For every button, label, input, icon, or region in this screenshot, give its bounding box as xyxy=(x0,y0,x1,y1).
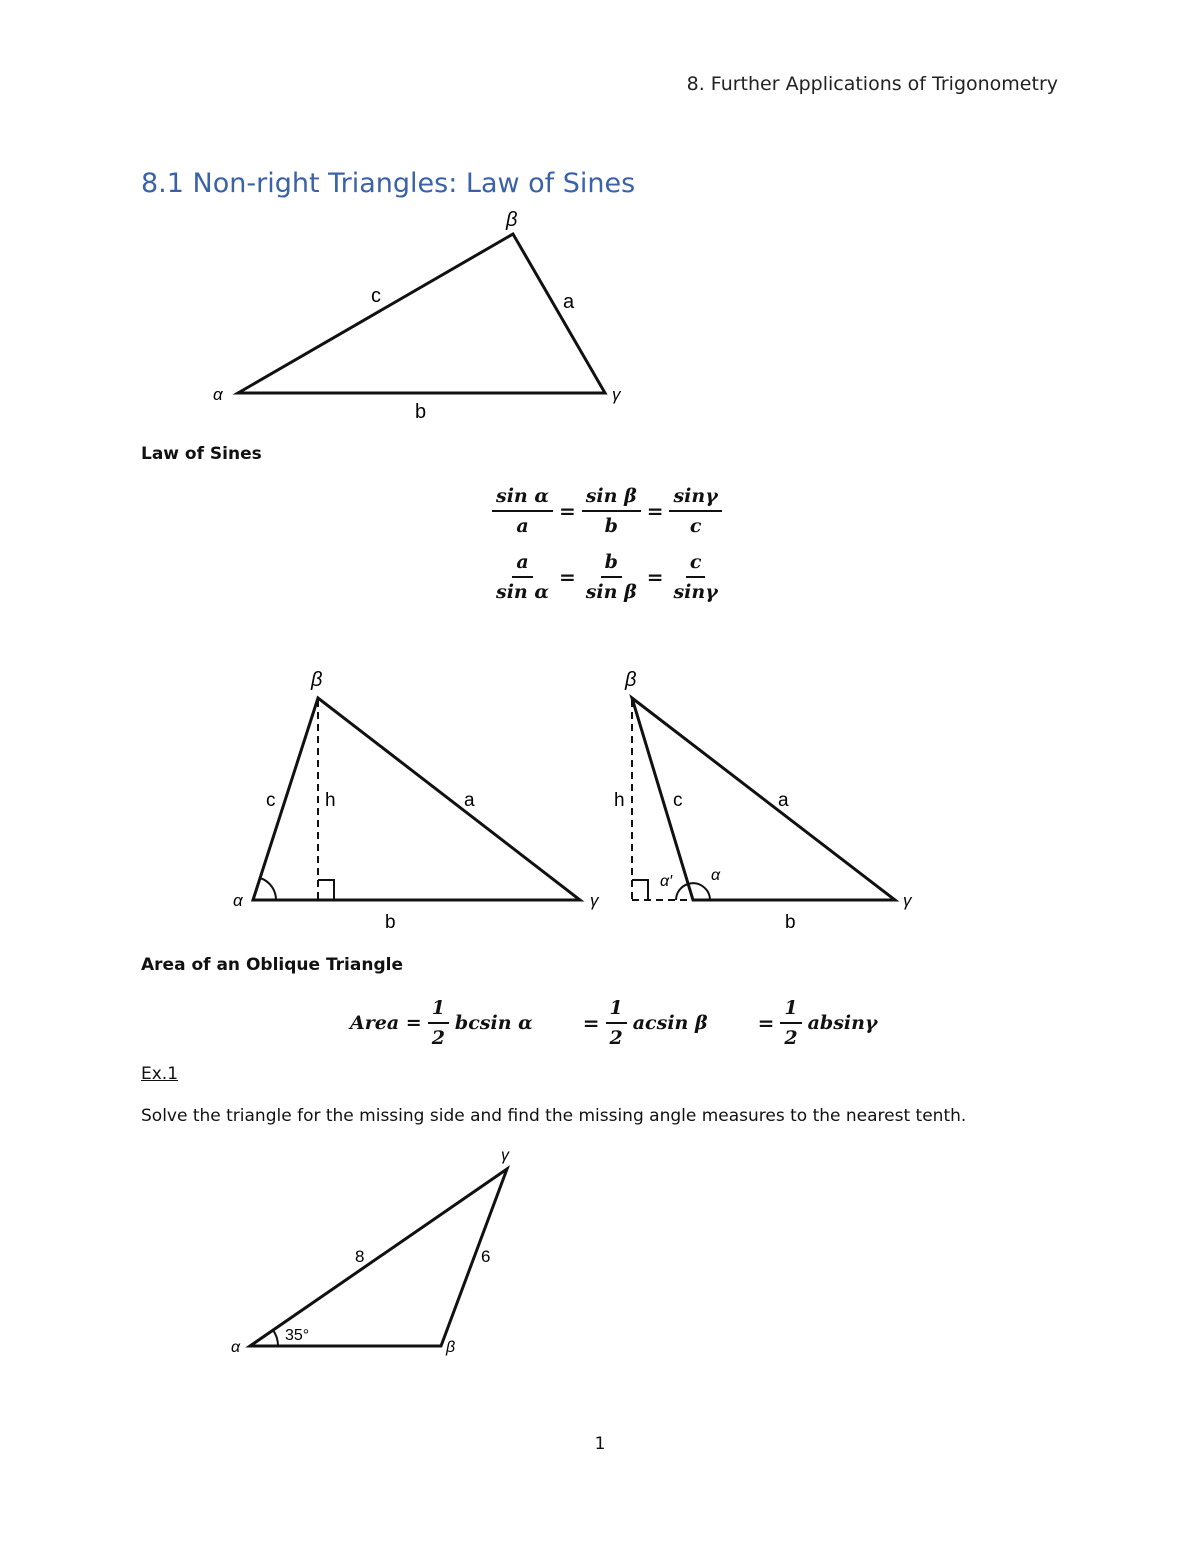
angle-alpha-prime-label: α′ xyxy=(660,873,673,890)
angle-35-arc xyxy=(273,1330,278,1346)
side-6-label: 6 xyxy=(481,1247,491,1266)
fraction: $\frac{b}{\text{sin β}}$ xyxy=(582,548,641,606)
triangle-diagram-3 xyxy=(605,660,935,935)
height-h-label: h xyxy=(325,790,336,811)
triangle-diagram-2 xyxy=(225,660,615,935)
angle-alpha-label: α xyxy=(711,867,721,884)
area-term-3: absinγ xyxy=(807,1012,878,1034)
vertex-beta-label: β xyxy=(506,209,518,231)
area-prefix: Area = xyxy=(350,1012,422,1034)
side-b-label: b xyxy=(385,912,396,933)
area-term-2: acsin β xyxy=(632,1012,708,1034)
fraction-half: $\frac{1}{2}$ xyxy=(606,994,627,1052)
side-b-label: b xyxy=(785,912,796,933)
law-of-sines-label: Law of Sines xyxy=(141,444,262,464)
section-title: 8.1 Non-right Triangles: Law of Sines xyxy=(141,168,636,199)
area-term-1: bcsin α xyxy=(454,1012,533,1034)
side-c-label: c xyxy=(371,285,381,307)
law-of-sines-row-1: $\frac{\text{sin α}}{a}$ = $\frac{\text{sin β}}{b}$ = $\frac{\sin\gamma}{c}$ xyxy=(492,482,722,540)
example-problem: Solve the triangle for the missing side and find the missing angle measures to the nearest tenth. xyxy=(141,1106,967,1126)
vertex-gamma-label: γ xyxy=(590,891,599,910)
fraction: $\frac{\sin\gamma}{c}$ xyxy=(669,482,721,540)
example-triangle-diagram xyxy=(220,1140,530,1360)
side-a-label: a xyxy=(563,291,575,313)
angle-alpha-arc xyxy=(260,878,276,900)
side-a-label: a xyxy=(778,790,789,811)
page-number: 1 xyxy=(594,1434,606,1454)
example-triangle-shape xyxy=(250,1169,507,1346)
vertex-gamma-label: γ xyxy=(612,385,621,404)
vertex-beta-label: β xyxy=(446,1339,456,1356)
fraction: $\frac{\text{sin α}}{a}$ xyxy=(492,482,553,540)
side-c-label: c xyxy=(266,790,276,811)
angle-35-label: 35° xyxy=(285,1327,310,1344)
running-header: 8. Further Applications of Trigonometry xyxy=(686,73,1058,95)
vertex-alpha-label: α xyxy=(231,1339,241,1356)
fraction: $\frac{a}{\text{sin α}}$ xyxy=(492,548,553,606)
side-b-label: b xyxy=(415,401,427,423)
fraction: $\frac{c}{\sin\gamma}$ xyxy=(669,548,721,606)
vertex-alpha-label: α xyxy=(213,385,223,404)
triangle-3-shape xyxy=(632,698,895,900)
right-angle-marker xyxy=(318,880,334,900)
angle-alpha-prime-arc xyxy=(676,884,688,900)
side-8-label: 8 xyxy=(355,1247,365,1266)
area-label: Area of an Oblique Triangle xyxy=(141,955,403,975)
height-h-label: h xyxy=(614,790,625,811)
vertex-gamma-label: γ xyxy=(903,891,912,910)
example-label: Ex.1 xyxy=(141,1064,179,1084)
side-c-label: c xyxy=(673,790,683,811)
vertex-beta-label: β xyxy=(625,669,637,691)
fraction-half: $\frac{1}{2}$ xyxy=(428,994,449,1052)
triangle-1-shape xyxy=(238,234,605,393)
side-a-label: a xyxy=(464,790,475,811)
fraction-half: $\frac{1}{2}$ xyxy=(780,994,801,1052)
triangle-diagram-1 xyxy=(200,200,640,430)
right-angle-marker xyxy=(632,880,648,900)
triangle-2-shape xyxy=(253,698,580,900)
area-formula: Area = $\frac{1}{2}$ bcsin α = $\frac{1}{2}$ acsin β = $\frac{1}{2}$ absinγ xyxy=(350,994,877,1052)
vertex-gamma-label: γ xyxy=(501,1147,509,1164)
law-of-sines-equations xyxy=(492,482,722,606)
law-of-sines-row-2: $\frac{a}{\text{sin α}}$ = $\frac{b}{\text{sin β}}$ = $\frac{c}{\sin\gamma}$ xyxy=(492,548,722,606)
fraction: $\frac{\text{sin β}}{b}$ xyxy=(582,482,641,540)
vertex-beta-label: β xyxy=(311,669,323,691)
vertex-alpha-label: α xyxy=(233,891,243,910)
